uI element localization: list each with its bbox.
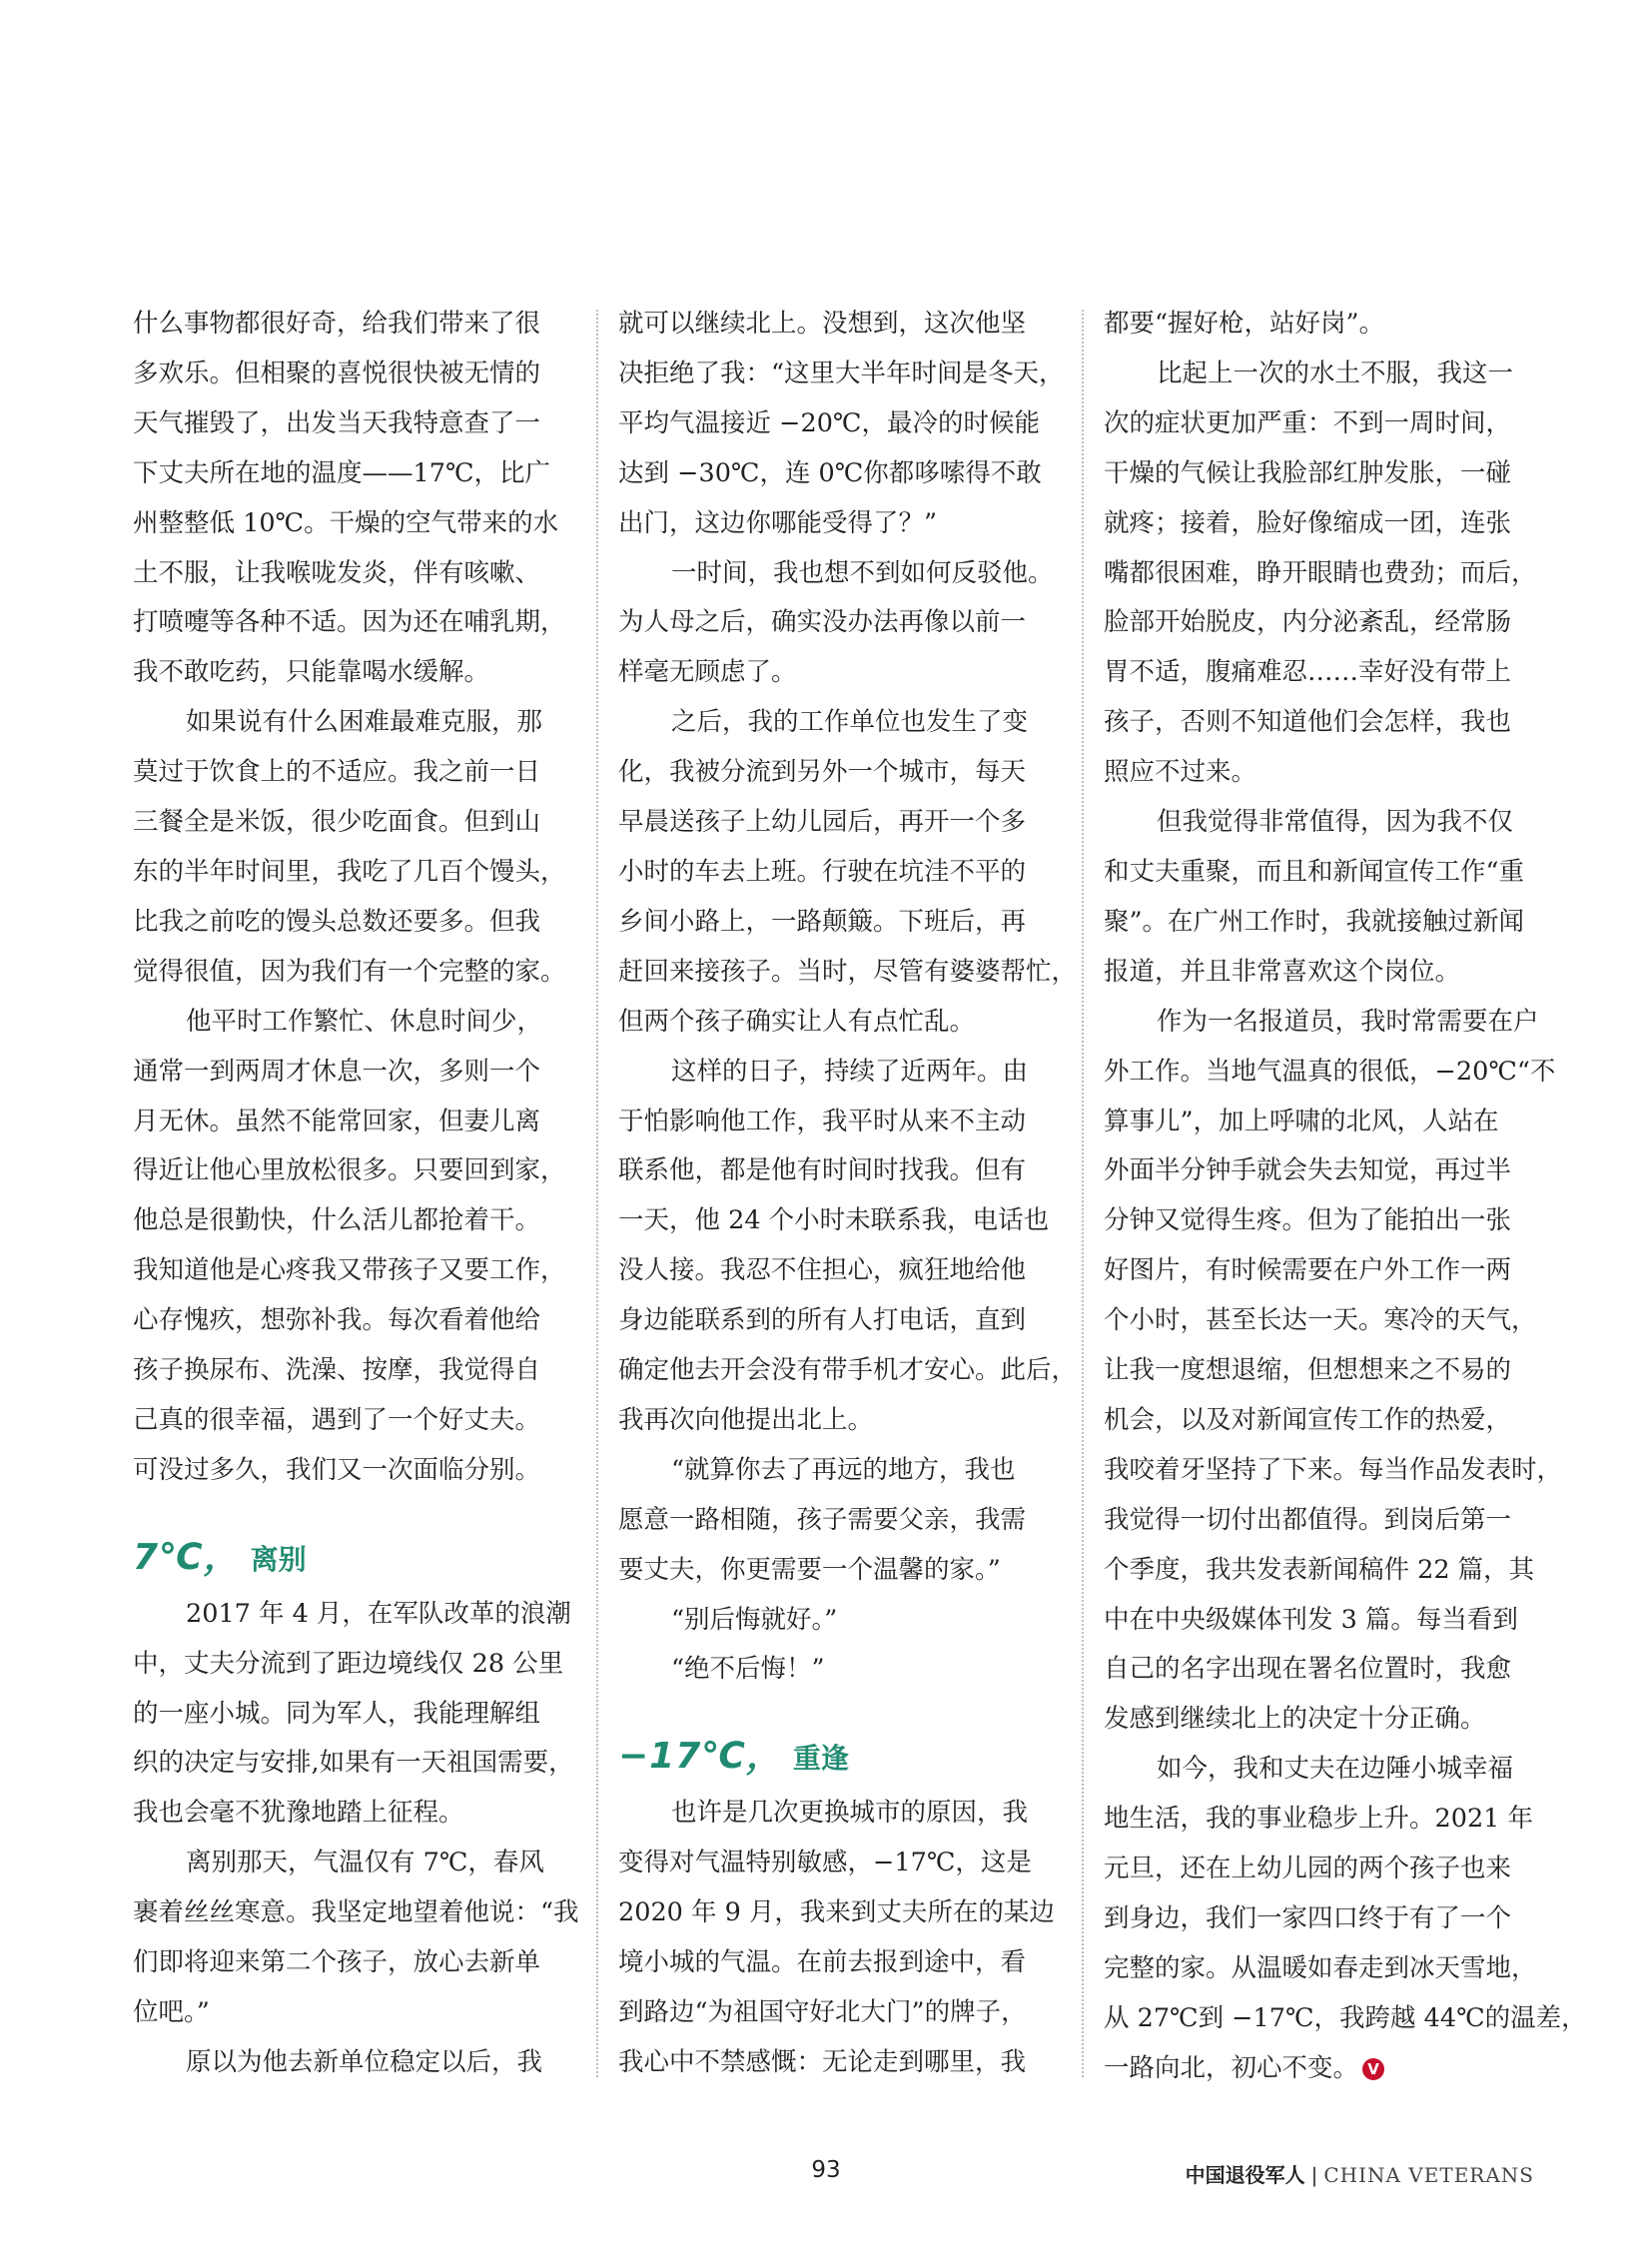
text-line — [618, 648, 1050, 698]
text-line-content: 联系他，都是他有时间时找我。但有 — [618, 1155, 1027, 1186]
text-line — [133, 1988, 564, 2038]
text-line — [618, 1446, 1050, 1496]
text-line-content: “就算你去了再远的地方，我也 — [671, 1454, 1016, 1485]
text-line-content: 就疼；接着，脸好像缩成一团，连张 — [1104, 507, 1512, 538]
text-line-content: 们即将迎来第二个孩子，放心去新单 — [133, 1947, 541, 1978]
text-line-content: 这样的日子，持续了近两年。由 — [671, 1056, 1029, 1087]
text-line — [1104, 1396, 1535, 1446]
text-line-content: 我觉得一切付出都值得。到岗后第一 — [1104, 1504, 1512, 1535]
text-line-content: 样毫无顾虑了。 — [618, 657, 797, 688]
text-line-content: 完整的家。从温暖如春走到冰天雪地， — [1104, 1952, 1537, 1983]
text-line — [133, 1098, 564, 1147]
text-line — [618, 1789, 1050, 1839]
text-line — [1104, 1845, 1535, 1894]
text-line — [1104, 1645, 1535, 1695]
article-column-1 — [133, 300, 579, 2088]
text-line — [133, 598, 564, 648]
text-line — [1104, 1048, 1556, 1098]
text-line-content: 为人母之后，确实没办法再像以前一 — [618, 607, 1027, 638]
magazine-name-en: CHINA VETERANS — [1323, 2163, 1534, 2187]
text-line — [133, 798, 564, 848]
text-line — [1104, 2044, 1535, 2094]
text-line — [133, 2038, 564, 2088]
text-line-content: 2020 年 9 月，我来到丈夫所在的某边 — [618, 1897, 1055, 1928]
text-line-content: 下丈夫所在地的温度——17℃，比广 — [133, 457, 550, 488]
text-line — [618, 1988, 1050, 2038]
text-line — [133, 1938, 564, 1988]
text-line-content: 中，丈夫分流到了距边境线仅 28 公里 — [133, 1648, 564, 1679]
text-line-content: 我心中不禁感慨：无论走到哪里，我 — [618, 2046, 1027, 2077]
page-number: 93 — [811, 2157, 841, 2183]
text-line-content: 多欢乐。但相聚的喜悦很快被无情的 — [133, 358, 541, 388]
text-line — [618, 399, 1050, 449]
column-2-section-paragraphs — [618, 1789, 1055, 2087]
heading-title: 重逢 — [792, 1742, 849, 1776]
text-line-content: 通常一到两周才休息一次，多则一个 — [133, 1056, 541, 1087]
text-line — [618, 1888, 1055, 1938]
text-line-content: 我再次向他提出北上。 — [618, 1404, 874, 1435]
text-line-content: 乡间小路上，一路颠簸。下班后，再 — [618, 906, 1027, 937]
text-line-content: 我咬着牙坚持了下来。每当作品发表时， — [1104, 1454, 1563, 1485]
text-line-content: “别后悔就好。” — [671, 1604, 838, 1635]
text-line-content: 到路边“为祖国守好北大门”的牌子， — [618, 1997, 1027, 2027]
text-line-content: 达到 −30℃，连 0℃你都哆嗦得不敢 — [618, 457, 1042, 488]
text-line — [1104, 798, 1535, 848]
text-line — [618, 499, 1050, 549]
text-line — [133, 998, 564, 1048]
text-line-content: 没人接。我忍不住担心，疯狂地给他 — [618, 1255, 1027, 1286]
text-line-content: 脸部开始脱皮，内分泌紊乱，经常肠 — [1104, 607, 1512, 638]
text-line — [133, 1146, 564, 1196]
column-divider — [596, 310, 598, 2077]
text-line — [133, 300, 564, 350]
text-line-content: 赶回来接孩子。当时，尽管有婆婆帮忙， — [618, 956, 1078, 987]
text-line-content: 到身边，我们一家四口终于有了一个 — [1104, 1903, 1512, 1933]
text-line-content: 原以为他去新单位稳定以后，我 — [186, 2046, 543, 2077]
text-line-content: 之后，我的工作单位也发生了变 — [671, 707, 1029, 738]
text-line — [133, 1246, 564, 1296]
text-line — [618, 1546, 1050, 1596]
text-line — [1104, 1944, 1535, 1994]
text-line-content: 我不敢吃药，只能靠喝水缓解。 — [133, 657, 490, 688]
text-line-content: 位吧。” — [133, 1997, 210, 2027]
text-line-content: 孩子，否则不知道他们会怎样，我也 — [1104, 707, 1512, 738]
text-line — [618, 748, 1050, 798]
article-column-2 — [618, 300, 1078, 2088]
text-line-content: 算事儿”，加上呼啸的北风，人站在 — [1104, 1106, 1499, 1136]
text-line — [1104, 1196, 1535, 1246]
text-line-content: 出门，这边你哪能受得了？” — [618, 507, 938, 538]
magazine-name-cn: 中国退役军人 — [1185, 2163, 1305, 2187]
text-line-content: “绝不后悔！” — [671, 1654, 825, 1685]
text-line-content: 化，我被分流到另外一个城市，每天 — [618, 757, 1027, 788]
text-line — [618, 1596, 1050, 1646]
column-1-section-paragraphs — [133, 1590, 579, 2088]
text-line-content: 机会，以及对新闻宣传工作的热爱， — [1104, 1404, 1512, 1435]
text-line-content: 己真的很幸福，遇到了一个好丈夫。 — [133, 1404, 541, 1435]
text-line — [1104, 598, 1535, 648]
text-line-content: 元旦，还在上幼儿园的两个孩子也来 — [1104, 1854, 1512, 1884]
text-line-content: 我知道他是心疼我又带孩子又要工作， — [133, 1255, 566, 1286]
text-line — [1104, 1795, 1535, 1845]
text-line — [133, 499, 564, 549]
column-3-paragraphs — [1104, 300, 1587, 2094]
text-line — [1104, 1994, 1587, 2044]
text-line-content: 天气摧毁了，出发当天我特意查了一 — [133, 407, 541, 438]
text-line — [618, 1098, 1050, 1147]
text-line-content: 自己的名字出现在署名位置时，我愈 — [1104, 1654, 1512, 1685]
text-line — [1104, 748, 1535, 798]
text-line — [618, 549, 1054, 599]
text-line-content: 中在中央级媒体刊发 3 篇。每当看到 — [1104, 1604, 1518, 1635]
text-line — [1104, 848, 1535, 898]
section-heading-reunion — [618, 1729, 1050, 1785]
text-line-content: 让我一度想退缩，但想想来之不易的 — [1104, 1355, 1512, 1386]
text-line — [1104, 1745, 1535, 1795]
text-line-content: 也许是几次更换城市的原因，我 — [671, 1798, 1029, 1829]
text-line — [133, 648, 564, 698]
text-line — [133, 1396, 564, 1446]
text-line — [1104, 449, 1535, 499]
text-line-content: 三餐全是米饭，很少吃面食。但到山 — [133, 807, 541, 838]
heading-title: 离别 — [250, 1542, 307, 1576]
text-line-content: 他总是很勤快，什么活儿都抢着干。 — [133, 1205, 541, 1236]
text-line — [133, 748, 564, 798]
text-line-content: 觉得很值，因为我们有一个完整的家。 — [133, 956, 566, 987]
text-line — [1104, 1894, 1535, 1944]
text-line-content: 个小时，甚至长达一天。寒冷的天气， — [1104, 1305, 1537, 1336]
text-line-content: 报道，并且非常喜欢这个岗位。 — [1104, 956, 1461, 987]
text-line-content: 一时间，我也想不到如何反驳他。 — [671, 557, 1054, 588]
text-line-content: 我也会毫不犹豫地踏上征程。 — [133, 1798, 464, 1829]
text-line-content: 聚”。在广州工作时，我就接触过新闻 — [1104, 906, 1525, 937]
text-line-content: 一路向北，初心不变。 — [1104, 2052, 1359, 2083]
text-line — [618, 898, 1050, 948]
text-line-content: 愿意一路相随，孩子需要父亲，我需 — [618, 1504, 1027, 1535]
text-line — [618, 1346, 1078, 1396]
text-line-content: 离别那天，气温仅有 7℃，春风 — [186, 1848, 544, 1878]
text-line — [133, 1346, 564, 1396]
magazine-name-separator: | — [1310, 2163, 1318, 2187]
text-line — [618, 449, 1050, 499]
text-line — [1104, 499, 1535, 549]
text-line — [133, 549, 564, 599]
text-line — [618, 1196, 1050, 1246]
article-column-3 — [1104, 300, 1587, 2094]
section-heading-farewell — [133, 1530, 564, 1586]
text-line — [133, 948, 564, 998]
text-line — [1104, 399, 1535, 449]
magazine-logo-icon: V — [1362, 2058, 1384, 2080]
text-line — [618, 1645, 1050, 1695]
text-line-content: 变得对气温特别敏感，−17℃，这是 — [618, 1848, 1032, 1878]
text-line — [618, 1146, 1050, 1196]
text-line-content: 和丈夫重聚，而且和新闻宣传工作“重 — [1104, 856, 1525, 887]
text-line-content: 作为一名报道员，我时常需要在户 — [1157, 1006, 1539, 1037]
text-line-content: 境小城的气温。在前去报到途中，看 — [618, 1947, 1027, 1978]
text-line-content: 胃不适，腹痛难忍……幸好没有带上 — [1104, 657, 1512, 688]
text-line-content: 2017 年 4 月，在军队改革的浪潮 — [186, 1598, 571, 1629]
text-line-content: 打喷嚏等各种不适。因为还在哺乳期， — [133, 607, 566, 638]
text-line — [1104, 1146, 1535, 1196]
text-line — [1104, 1695, 1535, 1745]
text-line-content: 就可以继续北上。没想到，这次他坚 — [618, 309, 1027, 339]
text-line — [133, 1739, 574, 1789]
text-line — [1104, 1346, 1535, 1396]
text-line — [1104, 549, 1535, 599]
heading-temperature: 7℃， — [133, 1536, 241, 1578]
text-line — [1104, 350, 1535, 399]
text-line-content: 确定他去开会没有带手机才安心。此后， — [618, 1355, 1078, 1386]
text-line-content: 一天，他 24 个小时未联系我，电话也 — [618, 1205, 1050, 1236]
text-line — [1104, 998, 1539, 1048]
text-line-content: 土不服，让我喉咙发炎，伴有咳嗽、 — [133, 557, 541, 588]
text-line-content: 心存愧疚，想弥补我。每次看着他给 — [133, 1305, 541, 1336]
text-line — [133, 1048, 564, 1098]
text-line-content: 干燥的气候让我脸部红肿发胀，一碰 — [1104, 457, 1512, 488]
text-line — [618, 1839, 1050, 1888]
text-line-content: 但我觉得非常值得，因为我不仅 — [1157, 807, 1514, 838]
text-line-content: 从 27℃到 −17℃，我跨越 44℃的温差， — [1104, 2002, 1587, 2033]
column-divider — [1082, 310, 1084, 2077]
text-line-content: 决拒绝了我：“这里大半年时间是冬天， — [618, 358, 1065, 388]
text-line — [133, 1888, 579, 1938]
text-line — [618, 698, 1050, 748]
text-line-content: 他平时工作繁忙、休息时间少， — [186, 1006, 543, 1037]
text-line-content: 于怕影响他工作，我平时从来不主动 — [618, 1106, 1027, 1136]
column-1-paragraphs — [133, 300, 564, 1496]
text-line — [133, 1196, 564, 1246]
text-line — [133, 1640, 564, 1690]
text-line — [618, 300, 1050, 350]
text-line-content: 都要“握好枪，站好岗”。 — [1104, 309, 1385, 339]
text-line — [1104, 1446, 1563, 1496]
text-line-content: 可没过多久，我们又一次面临分别。 — [133, 1454, 541, 1485]
text-line — [133, 848, 564, 898]
text-line-content: 地生活，我的事业稳步上升。2021 年 — [1104, 1804, 1534, 1835]
text-line — [618, 798, 1050, 848]
text-line-content: 如果说有什么困难最难克服，那 — [186, 707, 543, 738]
text-line-content: 嘴都很困难，睁开眼睛也费劲；而后， — [1104, 557, 1537, 588]
text-line-content: 外工作。当地气温真的很低，−20℃“不 — [1104, 1056, 1556, 1087]
text-line — [133, 1590, 571, 1640]
text-line-content: 小时的车去上班。行驶在坑洼不平的 — [618, 856, 1027, 887]
text-line-content: 裹着丝丝寒意。我坚定地望着他说：“我 — [133, 1897, 579, 1928]
text-line-content: 月无休。虽然不能常回家，但妻儿离 — [133, 1106, 541, 1136]
text-line-content: 平均气温接近 −20℃，最冷的时候能 — [618, 407, 1040, 438]
text-line — [618, 1296, 1050, 1346]
text-line — [1104, 1098, 1535, 1147]
text-line-content: 次的症状更加严重：不到一周时间， — [1104, 407, 1512, 438]
text-line-content: 好图片，有时候需要在户外工作一两 — [1104, 1255, 1512, 1286]
text-line-content: 要丈夫，你更需要一个温馨的家。” — [618, 1554, 1001, 1585]
text-line — [1104, 1246, 1535, 1296]
heading-temperature: −17℃， — [618, 1736, 783, 1778]
text-line-content: 但两个孩子确实让人有点忙乱。 — [618, 1006, 976, 1037]
magazine-name — [1186, 2159, 1534, 2188]
text-line — [618, 2038, 1050, 2088]
text-line-content: 比起上一次的水土不服，我这一 — [1157, 358, 1514, 388]
text-line-content: 比我之前吃的馒头总数还要多。但我 — [133, 906, 541, 937]
text-line-content: 孩子换尿布、洗澡、按摩，我觉得自 — [133, 1355, 541, 1386]
text-line — [133, 1789, 564, 1839]
text-line-content: 的一座小城。同为军人，我能理解组 — [133, 1698, 541, 1729]
text-line-content: 个季度，我共发表新闻稿件 22 篇，其 — [1104, 1554, 1535, 1585]
text-line-content: 早晨送孩子上幼儿园后，再开一个多 — [618, 807, 1027, 838]
text-line — [618, 1396, 1050, 1446]
text-line-content: 照应不过来。 — [1104, 757, 1257, 788]
text-line — [618, 1048, 1050, 1098]
text-line — [1104, 948, 1535, 998]
text-line — [133, 1296, 564, 1346]
text-line-content: 外面半分钟手就会失去知觉，再过半 — [1104, 1155, 1512, 1186]
text-line — [618, 998, 1050, 1048]
text-line — [133, 350, 564, 399]
text-line-content: 分钟又觉得生疼。但为了能拍出一张 — [1104, 1205, 1512, 1236]
text-line-content: 如今，我和丈夫在边陲小城幸福 — [1157, 1754, 1514, 1785]
text-line-content: 发感到继续北上的决定十分正确。 — [1104, 1704, 1486, 1735]
text-line — [1104, 1596, 1535, 1646]
text-line-content: 东的半年时间里，我吃了几百个馒头， — [133, 856, 566, 887]
text-line — [133, 1446, 564, 1496]
text-line — [133, 1690, 564, 1740]
text-line — [133, 399, 564, 449]
text-line — [1104, 1546, 1535, 1596]
text-line-content: 州整整低 10℃。干燥的空气带来的水 — [133, 507, 559, 538]
text-line-content: 莫过于饮食上的不适应。我之前一日 — [133, 757, 541, 788]
text-line — [1104, 698, 1535, 748]
text-line — [1104, 1296, 1535, 1346]
text-line-content: 身边能联系到的所有人打电话，直到 — [618, 1305, 1027, 1336]
text-line — [1104, 898, 1535, 948]
column-2-paragraphs — [618, 300, 1078, 1695]
text-line — [618, 350, 1065, 399]
text-line — [618, 1246, 1050, 1296]
text-line — [133, 449, 564, 499]
text-line — [618, 598, 1050, 648]
text-line — [618, 1938, 1050, 1988]
text-line — [133, 898, 564, 948]
text-line — [618, 948, 1078, 998]
text-line-content: 织的决定与安排,如果有一天祖国需要， — [133, 1748, 574, 1779]
text-line — [1104, 1496, 1535, 1546]
text-line — [1104, 648, 1535, 698]
text-line — [133, 698, 564, 748]
text-line-content: 得近让他心里放松很多。只要回到家， — [133, 1155, 566, 1186]
text-line — [618, 848, 1050, 898]
text-line-content: 什么事物都很好奇，给我们带来了很 — [133, 309, 541, 339]
text-line — [618, 1496, 1050, 1546]
text-line — [1104, 300, 1535, 350]
text-line — [133, 1839, 564, 1888]
